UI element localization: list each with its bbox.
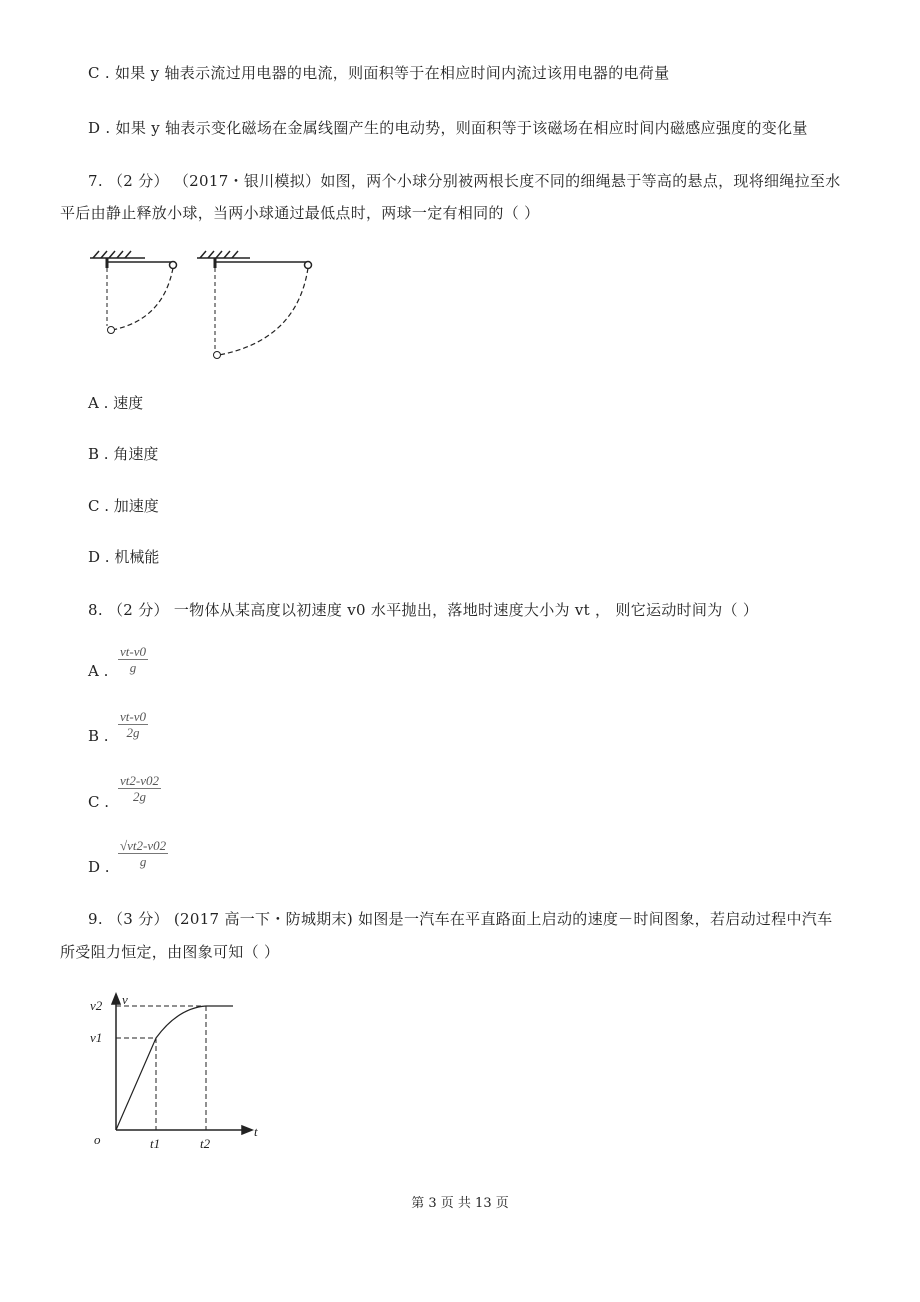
fraction-numerator: vt-v0 bbox=[120, 709, 146, 724]
origin-label: o bbox=[94, 1132, 101, 1147]
q7-option-a: A . 速度 bbox=[88, 394, 144, 412]
q9-stem-line2: 所受阻力恒定，由图象可知（ ） bbox=[60, 943, 280, 961]
fraction-numerator: vt2-v02 bbox=[120, 773, 159, 788]
t1-label: t1 bbox=[150, 1136, 161, 1150]
q8-option-c-formula bbox=[118, 773, 161, 804]
velocity-curve bbox=[116, 1006, 233, 1130]
page-footer: 第 3 页 共 13 页 bbox=[411, 1196, 509, 1211]
q6-option-d: D . 如果 y 轴表示变化磁场在金属线圈产生的电动势，则面积等于该磁场在相应时间内磁感应强度的变化量 bbox=[88, 119, 808, 137]
v1-label: v1 bbox=[90, 1030, 103, 1045]
v-axis-arrow bbox=[112, 994, 120, 1004]
q8-option-d-label: D . bbox=[88, 858, 110, 876]
q8-option-a-label: A . bbox=[88, 662, 109, 680]
fraction-denominator: g bbox=[129, 660, 137, 675]
velocity-time-graph bbox=[88, 990, 278, 1150]
q7-stem-line2: 平后由静止释放小球，当两小球通过最低点时，两球一定有相同的（ ） bbox=[60, 204, 540, 222]
q8-option-d-formula bbox=[118, 838, 168, 869]
fraction-denominator: g bbox=[139, 854, 147, 869]
q8-stem: 8. （2 分） 一物体从某高度以初速度 v0 水平抛出，落地时速度大小为 vt ， 则它运动时间为（ ） bbox=[88, 601, 759, 619]
v2-label: v2 bbox=[90, 998, 103, 1013]
q9-stem-line1: 9. （3 分） (2017 高一下・防城期末) 如图是一汽车在平直路面上启动的速度－时间图象，若启动过程中汽车 bbox=[88, 910, 833, 928]
fraction-numerator: √vt2-v02 bbox=[120, 838, 167, 853]
fraction-denominator: 2g bbox=[132, 789, 146, 804]
q8-option-b-formula bbox=[118, 709, 148, 740]
fraction-numerator: vt-v0 bbox=[120, 644, 146, 659]
q6-option-c: C . 如果 y 轴表示流过用电器的电流，则面积等于在相应时间内流过该用电器的电荷量 bbox=[88, 64, 670, 82]
q8-option-a-formula bbox=[118, 644, 148, 675]
q7-option-c: C . 加速度 bbox=[88, 497, 159, 515]
q7-option-d: D . 机械能 bbox=[88, 548, 160, 566]
q7-stem-line1: 7. （2 分） （2017・银川模拟）如图，两个小球分别被两根长度不同的细绳悬于等高的悬点，现将细绳拉至水 bbox=[88, 172, 841, 190]
t-axis-arrow bbox=[242, 1126, 252, 1134]
pendulum-figure bbox=[85, 248, 325, 363]
q7-option-b: B . 角速度 bbox=[88, 445, 159, 463]
v-axis-label: v bbox=[122, 992, 128, 1007]
q8-option-b-label: B . bbox=[88, 727, 109, 745]
q8-option-c-label: C . bbox=[88, 793, 110, 811]
fraction-denominator: 2g bbox=[126, 725, 140, 740]
t-axis-label: t bbox=[254, 1124, 258, 1139]
t2-label: t2 bbox=[200, 1136, 211, 1150]
